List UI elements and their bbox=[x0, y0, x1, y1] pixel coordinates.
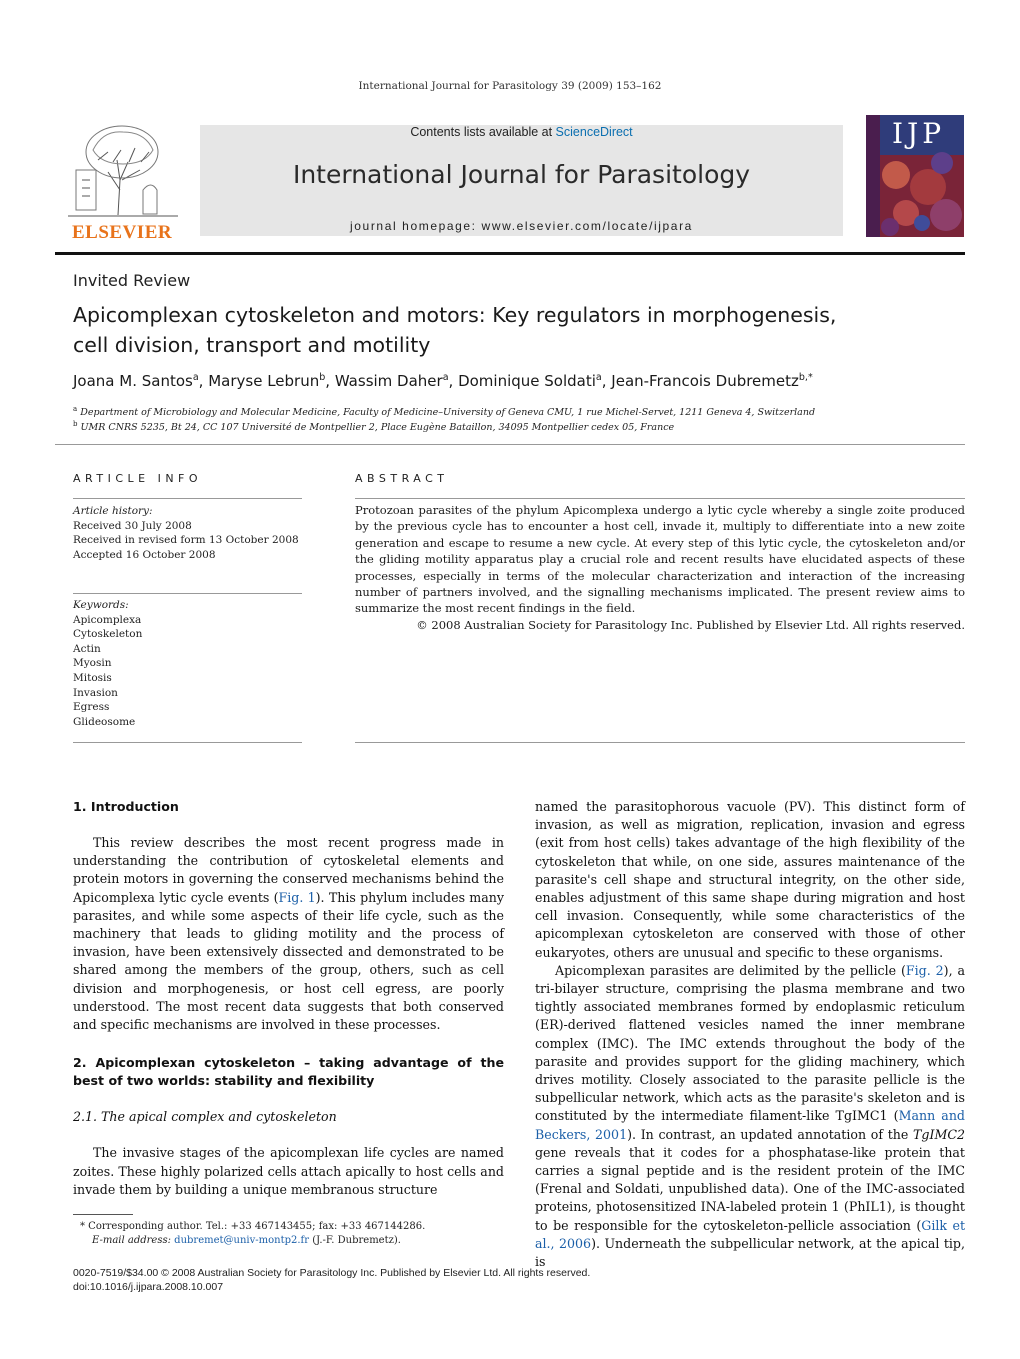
section-2-heading: 2. Apicomplexan cytoskeleton – taking advantage of the best of two worlds: stability and flexibility bbox=[73, 1055, 504, 1089]
article-title-line-2: cell division, transport and motility bbox=[73, 333, 431, 357]
email-note bbox=[80, 1234, 504, 1248]
right-column bbox=[535, 798, 965, 1271]
p2-text-e: ). Underneath the subpellicular network, at the apical tip, is bbox=[535, 1235, 965, 1270]
keyword: Glideosome bbox=[73, 715, 136, 728]
p2-text-d: gene reveals that it codes for a phosphatase-like protein that carries a signal peptide and is the resident protein of the IMC (Frenal and Soldati, unpublished data). One of the IMC-associated proteins, photosensitized INA-labeled protein 1 (PhIL1), is thought to be responsible for the cytoskeleton-pellicle association ( bbox=[535, 1144, 965, 1233]
intro-text-b: ). This phylum includes many parasites, and while some aspects of their life cycle, such as the machinery that leads to gliding motility and the process of invasion, have been extensively dissected and demonstrated to be shared among the members of the group, others, such as cell division and morphogenesis, or host cell egress, are poorly understood. The most recent data suggests that both conserved and specific mechanisms are involved in these processes. bbox=[73, 889, 504, 1033]
author-affiliation-mark: b,* bbox=[798, 372, 813, 383]
p2-text-c: ). In contrast, an updated annotation of the bbox=[627, 1126, 914, 1142]
keywords-list bbox=[73, 598, 302, 729]
section-1-heading: 1. Introduction bbox=[73, 799, 179, 814]
history-received: Received 30 July 2008 bbox=[73, 519, 192, 532]
issn-line: 0020-7519/$34.00 © 2008 Australian Society for Parasitology Inc. Published by Elsevier Ltd. All rights reserved. bbox=[73, 1267, 591, 1279]
article-title bbox=[73, 300, 953, 360]
author-name[interactable]: Wassim Daher bbox=[334, 372, 443, 390]
fig2-link[interactable]: Fig. 2 bbox=[905, 962, 944, 978]
history-label: Article history: bbox=[73, 505, 153, 517]
article-info-rule bbox=[73, 498, 302, 499]
header-rule bbox=[55, 444, 965, 445]
left-column bbox=[73, 798, 504, 1199]
right-paragraph-1: named the parasitophorous vacuole (PV). This distinct form of invasion, as well as migration, replication, invasion and egress (exit from host cells) takes advantage of the high flexibility of the cytoskeleton that while, on one side, assures maintenance of the parasite's cell shape and structural integrity, on the other side, enables adjustment of this same shape during migration and host cell invasion. Consequently, while some characteristics of the apicomplexan cytoskeleton are conserved with those of other eukaryotes, others are unusual and specific to these organisms. bbox=[535, 799, 965, 960]
running-head: International Journal for Parasitology 39 (2009) 153–162 bbox=[358, 80, 662, 92]
journal-homepage[interactable]: journal homepage: www.elsevier.com/locate/ijpara bbox=[350, 219, 693, 233]
cover-title: IJP bbox=[892, 117, 946, 150]
article-title-line-1: Apicomplexan cytoskeleton and motors: Key regulators in morphogenesis, bbox=[73, 303, 837, 327]
author-affiliation-mark: b bbox=[319, 372, 326, 383]
email-label: E-mail address: bbox=[92, 1235, 175, 1246]
keyword: Actin bbox=[73, 642, 101, 655]
keyword: Apicomplexa bbox=[73, 613, 142, 626]
elsevier-wordmark: ELSEVIER bbox=[72, 222, 173, 243]
footnote-rule bbox=[73, 1214, 133, 1215]
corresponding-author-note: * Corresponding author. Tel.: +33 467143455; fax: +33 467144286. bbox=[80, 1221, 426, 1232]
journal-cover-image bbox=[866, 115, 964, 237]
affiliation-mark: a bbox=[73, 405, 78, 413]
article-type: Invited Review bbox=[73, 271, 191, 290]
intro-text-a: This review describes the most recent progress made in understanding the contribution of cytoskeletal elements and protein motors in governing the conserved mechanisms behind the Apicomplexa lytic cycle events ( bbox=[73, 835, 504, 905]
keyword: Myosin bbox=[73, 657, 112, 670]
bottom-copyright bbox=[73, 1266, 590, 1294]
abstract-body bbox=[355, 502, 965, 633]
author-separator: , bbox=[601, 372, 612, 390]
right-paragraph-2 bbox=[535, 962, 965, 1271]
affiliation-a bbox=[73, 405, 815, 418]
abstract-text: Protozoan parasites of the phylum Apicomplexa undergo a lytic cycle whereby a single zoite produced by the previous cycle has to encounter a host cell, invade it, multiply to differentiate into a new zoite generation and escape to resume a new cycle. At every step of this lytic cycle, the cytoskeleton and/or the gliding motility apparatus play a crucial role and recent results have elucidated aspects of these processes, especially in terms of the molecular characterization and interaction of the increasing number of partners involved, and the signalling mechanisms implicated. The present review aims to summarize the most recent findings in the field. bbox=[355, 503, 965, 616]
article-history bbox=[73, 504, 302, 562]
affiliation-text: Department of Microbiology and Molecular Medicine, Faculty of Medicine–University of Geneva CMU, 1 rue Michel-Servet, 1211 Geneva 4, Switzerland bbox=[80, 407, 816, 418]
affiliation-b bbox=[73, 420, 674, 433]
gilk-citation[interactable]: Gilk et al., 2006 bbox=[535, 1217, 966, 1251]
history-revised: Received in revised form 13 October 2008 bbox=[73, 534, 299, 547]
affiliation-mark: b bbox=[73, 420, 78, 428]
keywords-label: Keywords: bbox=[73, 599, 129, 611]
author-name[interactable]: Joana M. Santos bbox=[73, 372, 193, 390]
keyword: Cytoskeleton bbox=[73, 628, 143, 641]
history-accepted: Accepted 16 October 2008 bbox=[73, 548, 216, 561]
abstract-heading: ABSTRACT bbox=[355, 472, 449, 485]
author-list bbox=[73, 372, 973, 390]
masthead-rule bbox=[55, 252, 965, 255]
p2-text-b: ), a tri-bilayer structure, comprising the plasma membrane and two tightly associated membranes formed by endoplasmic reticulum (ER)-derived flattened vesicles named the inner membrane complex (IMC). The IMC extends throughout the body of the parasite and provides support for the gliding machinery, which drives motility. Closely associated to the parasite pellicle is the subpellicular network, which acts as the parasite's skeleton and is constituted by the intermediate filament-like TgIMC1 ( bbox=[535, 962, 965, 1124]
mann-beckers-citation[interactable]: Mann and Beckers, 2001 bbox=[535, 1108, 965, 1142]
fig1-link[interactable]: Fig. 1 bbox=[278, 889, 316, 905]
article-info-bottom-rule bbox=[73, 742, 302, 743]
sciencedirect-link[interactable]: ScienceDirect bbox=[555, 125, 633, 139]
section-2-1-heading: 2.1. The apical complex and cytoskeleton bbox=[73, 1109, 337, 1125]
author-separator: , bbox=[325, 372, 335, 390]
author-name[interactable]: Dominique Soldati bbox=[458, 372, 596, 390]
keyword: Egress bbox=[73, 701, 110, 714]
intro-paragraph bbox=[73, 834, 504, 1034]
journal-title: International Journal for Parasitology bbox=[292, 160, 751, 189]
abstract-bottom-rule bbox=[355, 742, 965, 743]
abstract-rule bbox=[355, 498, 965, 499]
author-affiliation-mark: a bbox=[442, 372, 449, 383]
footnotes bbox=[80, 1220, 504, 1248]
article-info-heading: ARTICLE INFO bbox=[73, 472, 203, 485]
gene-name: TgIMC2 bbox=[913, 1126, 966, 1142]
contents-prefix: Contents lists available at bbox=[410, 125, 556, 139]
contents-available-line bbox=[200, 125, 843, 139]
author-name[interactable]: Jean-Francois Dubremetz bbox=[611, 372, 799, 390]
keywords-rule bbox=[73, 593, 302, 594]
doi-line[interactable]: doi:10.1016/j.ijpara.2008.10.007 bbox=[73, 1281, 224, 1293]
abstract-copyright: © 2008 Australian Society for Parasitology Inc. Published by Elsevier Ltd. All rights reserved. bbox=[416, 617, 965, 632]
author-name[interactable]: Maryse Lebrun bbox=[208, 372, 320, 390]
author-separator: , bbox=[448, 372, 459, 390]
author-separator: , bbox=[198, 372, 209, 390]
affiliation-text: UMR CNRS 5235, Bt 24, CC 107 Université de Montpellier 2, Place Eugène Bataillon, 34095 Montpellier cedex 05, France bbox=[80, 422, 675, 433]
email-suffix: (J.-F. Dubremetz). bbox=[309, 1235, 401, 1246]
section-2-1-paragraph: The invasive stages of the apicomplexan life cycles are named zoites. These highly polarized cells attach apically to host cells and invade them by building a unique membranous structure bbox=[73, 1145, 504, 1197]
keyword: Invasion bbox=[73, 686, 118, 699]
keyword: Mitosis bbox=[73, 671, 112, 684]
email-link[interactable]: dubremet@univ-montp2.fr bbox=[174, 1235, 310, 1246]
author-affiliation-mark: a bbox=[192, 372, 199, 383]
author-affiliation-mark: a bbox=[595, 372, 602, 383]
p2-text-a: Apicomplexan parasites are delimited by the pellicle ( bbox=[555, 962, 906, 978]
